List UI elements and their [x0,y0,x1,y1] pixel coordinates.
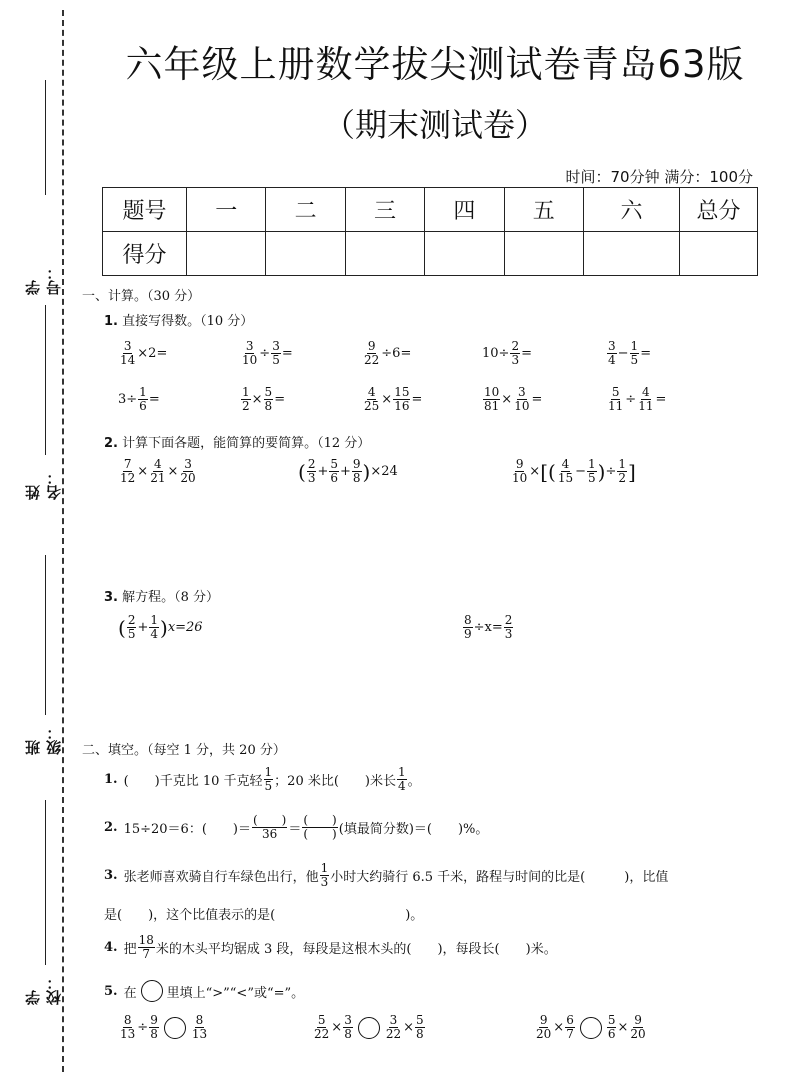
fraction [264,386,274,413]
fraction [617,458,627,485]
circle-icon [141,980,163,1002]
denominator: 13 [120,1027,136,1041]
fraction [363,386,380,413]
fraction [302,814,337,841]
fraction [587,458,597,485]
math-symbol: ×2= [137,346,168,361]
fraction [329,458,339,485]
fraction [397,766,407,793]
denominator: 11 [638,399,654,413]
numerator: 5 [416,1013,424,1027]
math-symbol: × [617,1020,629,1035]
numerator: 2 [504,613,513,627]
math-symbol: × [529,464,541,479]
denominator: 20 [180,471,196,485]
denominator: 3 [511,353,520,367]
denominator: 8 [344,1027,352,1041]
q-text: 是( )，这个比值表示的是( )。 [104,908,424,923]
math-symbol: ÷ [259,346,271,361]
score-table [102,187,758,276]
math-symbol: [ [540,459,548,484]
score-header-cell: 五 [504,188,583,232]
math-symbol: + [137,620,149,635]
fraction [510,340,520,367]
fraction [535,1014,552,1041]
numerator: 3 [123,339,132,353]
section2-title: 二、填空。（每空 1 分，共 20 分） [82,743,286,758]
score-header-cell: 二 [266,188,345,232]
student-number-line[interactable] [45,80,46,195]
q-text: 张老师喜欢骑自行车绿色出行，他 [123,870,319,885]
denominator: 81 [484,399,500,413]
equation-1 [118,614,203,641]
denominator: 25 [364,399,380,413]
q-text: 把 [123,942,137,957]
numerator: 2 [511,339,520,353]
math-symbol: = [148,392,160,407]
equation-2 [462,614,514,641]
fraction [352,458,362,485]
numerator: 7 [123,457,132,471]
denominator: 4 [150,627,158,641]
score-input-cell[interactable] [680,232,758,276]
numerator: 5 [330,457,338,471]
fraction [320,862,330,889]
numerator: 1 [264,765,273,779]
denominator: 20 [630,1027,646,1041]
math-symbol: × [137,464,149,479]
denominator: 6 [139,399,147,413]
math-symbol: = [274,392,286,407]
fraction [271,340,281,367]
numerator: 5 [607,1013,616,1027]
s2-q4 [104,934,557,961]
numerator: 3 [272,339,280,353]
denominator: 5 [272,353,280,367]
compare-3 [534,1014,648,1041]
fraction [504,614,514,641]
numerator: 1 [242,385,250,399]
q-text: 里填上“>”“<”或“=”。 [166,985,305,1001]
expr-9 [482,386,542,413]
fraction [119,458,136,485]
denominator: 11 [608,399,624,413]
denominator: 22 [364,353,380,367]
s1-q3-prompt [104,586,219,605]
s2-q5 [104,980,304,1002]
fraction [415,1014,425,1041]
numerator: 9 [539,1013,548,1027]
denominator: 10 [242,353,258,367]
score-input-cell[interactable] [187,232,266,276]
math-symbol: − [617,346,629,361]
numerator: 1 [588,457,596,471]
denominator: 5 [588,471,596,485]
expr-8 [362,386,422,413]
math-symbol: × [501,392,513,407]
fraction [607,340,617,367]
math-symbol: = [411,392,423,407]
fraction [557,458,574,485]
q-text: 米的木头平均锯成 3 段，每段是这根木头的( )，每段长( )米。 [155,942,557,957]
numerator: 2 [127,613,136,627]
compare-2 [312,1014,426,1041]
denominator: 8 [150,1027,158,1041]
math-symbol: 10÷ [482,346,510,361]
q-number: 2. [104,436,118,451]
math-symbol: × [331,1020,343,1035]
denominator: 5 [127,627,136,641]
score-header-cell: 总分 [680,188,758,232]
score-input-cell[interactable] [584,232,680,276]
numerator: 4 [154,457,162,471]
numerator: 18 [138,933,154,947]
math-symbol: = [521,346,532,361]
denominator: 6 [330,471,338,485]
denominator: 10 [512,471,528,485]
expr-4 [482,340,532,367]
q-number: 1. [104,314,118,329]
fraction [127,614,137,641]
numerator: 9 [352,457,361,471]
numerator: 5 [611,385,620,399]
denominator: 36 [262,827,278,841]
time-score-info: 时间：70分钟 满分：100分 [565,168,753,186]
math-symbol: ÷x= [473,620,503,635]
denominator: 2 [242,399,250,413]
denominator: 15 [557,471,574,485]
expr-13 [510,458,636,485]
denominator: 20 [536,1027,552,1041]
numerator: 3 [245,339,254,353]
compare-circle[interactable] [580,1017,602,1039]
denominator: 4 [608,353,616,367]
score-input-cell[interactable] [425,232,504,276]
math-symbol: ( [118,615,126,640]
fraction [241,386,251,413]
score-table-score-row [103,232,758,276]
math-symbol: + [340,464,351,479]
section1-title: 一、计算。（30 分） [82,289,201,304]
numerator: 4 [642,385,650,399]
score-header-cell: 三 [345,188,424,232]
denominator: 3 [320,875,329,889]
denominator: 14 [120,353,136,367]
fraction [393,386,410,413]
denominator: ( ) [303,827,337,841]
math-symbol: × [403,1020,415,1035]
q-text: 直接写得数。（10 分） [122,314,254,329]
score-table-header-row [103,188,758,232]
numerator: 4 [367,385,376,399]
numerator: 8 [195,1013,204,1027]
fraction [149,1014,159,1041]
compare-1 [118,1014,209,1041]
fraction [463,614,473,641]
student-number-label: 学号： [24,265,63,295]
fraction [149,614,159,641]
denominator: 7 [566,1027,574,1041]
numerator: 3 [389,1013,398,1027]
math-symbol: = [640,346,652,361]
fraction [630,340,640,367]
numerator: 3 [344,1013,352,1027]
math-symbol: × [381,392,393,407]
numerator: 9 [515,457,524,471]
math-symbol: × [251,392,263,407]
math-symbol: ( [548,459,556,484]
denominator: 2 [618,471,626,485]
denominator: 8 [264,399,273,413]
exam-subtitle: （期末测试卷） [322,106,547,144]
math-symbol: ×24 [370,464,398,479]
denominator: 4 [398,779,406,793]
fraction [241,340,258,367]
q-text: 计算下面各题，能简算的要简算。（12 分） [122,436,371,451]
class-label: 班级： [24,725,63,755]
expr-6 [118,386,160,413]
denominator: 3 [307,471,316,485]
math-symbol: ÷ [605,464,617,479]
fraction [343,1014,353,1041]
numerator: 1 [618,457,626,471]
score-header-cell: 题号 [103,188,187,232]
fraction [313,1014,330,1041]
denominator: 7 [142,947,151,961]
expr-3 [362,340,411,367]
numerator: 4 [561,457,570,471]
math-symbol: = [531,392,543,407]
numerator: 9 [150,1013,158,1027]
expr-12 [298,458,398,485]
q-number: 1. [104,772,118,787]
math-symbol: × [553,1020,565,1035]
score-input-cell[interactable] [345,232,424,276]
fraction [119,1014,136,1041]
denominator: 5 [264,779,273,793]
q-number: 3. [104,590,118,605]
denominator: 3 [504,627,513,641]
denominator: 8 [416,1027,424,1041]
score-header-cell: 一 [187,188,266,232]
expr-1 [118,340,167,367]
denominator: 22 [385,1027,402,1041]
math-symbol: ＝ [288,822,302,837]
q-text: 15÷20＝6：( )＝ [123,822,251,837]
math-symbol: x=26 [167,620,203,635]
numerator: 3 [518,385,526,399]
numerator: 10 [484,385,500,399]
math-symbol: × [167,464,179,479]
fraction [191,1014,208,1041]
school-label: 学校： [24,975,63,1005]
math-symbol: ÷6= [381,346,412,361]
score-header-cell: 六 [584,188,680,232]
binding-dashed-line [62,10,64,1072]
numerator: 8 [464,613,472,627]
math-symbol: + [317,464,329,479]
math-symbol: ÷ [625,392,637,407]
numerator: 5 [317,1013,326,1027]
expr-10 [606,386,666,413]
numerator: 1 [139,385,147,399]
numerator: 2 [307,457,316,471]
math-symbol: ÷ [137,1020,149,1035]
fraction [307,458,317,485]
compare-circle[interactable] [358,1017,380,1039]
s2-q1 [104,766,421,793]
name-label: 姓名： [24,470,63,500]
q-text: 小时大约骑行 6.5 千米，路程与时间的比是( )，比值 [330,870,669,885]
q-text: 在 [123,985,137,1001]
numerator: 3 [608,339,616,353]
fraction [179,458,196,485]
numerator: 1 [320,861,329,875]
numerator: 1 [630,339,639,353]
fraction [264,766,274,793]
score-input-cell[interactable] [504,232,583,276]
fraction [119,340,136,367]
expr-2 [240,340,293,367]
denominator: 10 [514,399,530,413]
denominator: 22 [314,1027,330,1041]
score-header-cell: 四 [425,188,504,232]
math-symbol: ) [597,459,606,484]
name-line[interactable] [45,305,46,455]
class-line[interactable] [45,555,46,715]
score-input-cell[interactable] [266,232,345,276]
fraction [138,386,148,413]
math-symbol: = [281,346,293,361]
numerator: 9 [634,1013,642,1027]
fraction [252,814,287,841]
denominator: 8 [352,471,361,485]
fraction [511,458,528,485]
numerator: 15 [394,385,410,399]
school-line[interactable] [45,800,46,965]
numerator: 5 [264,385,273,399]
numerator: 1 [398,765,406,779]
fraction [607,1014,617,1041]
exam-title: 六年级上册数学拔尖测试卷青岛63版 [125,43,745,86]
fraction [607,386,624,413]
math-symbol: 。 [407,774,421,789]
fraction [363,340,380,367]
denominator: 6 [607,1027,616,1041]
math-symbol: ( [298,459,306,484]
fraction [629,1014,646,1041]
s2-q2 [104,814,488,841]
fraction [483,386,500,413]
fraction [637,386,654,413]
expr-11 [118,458,198,485]
q-number: 5. [104,983,118,999]
compare-circle[interactable] [164,1017,186,1039]
denominator: 13 [191,1027,208,1041]
numerator: ( ) [252,813,287,827]
q-text: (填最简分数)＝( )%。 [338,822,489,837]
numerator: 3 [184,457,192,471]
s2-q3-line2 [104,904,423,923]
math-symbol: − [575,464,586,479]
denominator: 16 [394,399,410,413]
numerator: 1 [150,613,158,627]
q-text: 解方程。（8 分） [122,590,220,605]
q-text: ( )千克比 10 千克轻 [123,774,263,789]
fraction [385,1014,402,1041]
expr-5 [606,340,651,367]
math-symbol: ) [362,459,371,484]
s2-q3 [104,862,668,889]
s1-q2-prompt [104,432,370,451]
math-symbol: ) [160,615,168,640]
denominator: 5 [630,353,639,367]
numerator: ( ) [303,813,337,827]
s1-q1-prompt [104,310,253,329]
numerator: 8 [123,1013,132,1027]
q-number: 4. [104,940,118,955]
q-number: 3. [104,868,118,883]
fraction [149,458,166,485]
numerator: 9 [367,339,376,353]
q-text: ；20 米比( )米长 [274,774,396,789]
expr-7 [240,386,285,413]
numerator: 6 [566,1013,574,1027]
fraction [138,934,155,961]
denominator: 12 [120,471,136,485]
denominator: 9 [464,627,472,641]
math-symbol: ] [628,459,636,484]
math-symbol: = [655,392,667,407]
fraction [565,1014,575,1041]
denominator: 21 [150,471,166,485]
q-number: 2. [104,820,118,835]
math-symbol: 3÷ [118,392,138,407]
score-row-label: 得分 [103,232,187,276]
fraction [513,386,530,413]
